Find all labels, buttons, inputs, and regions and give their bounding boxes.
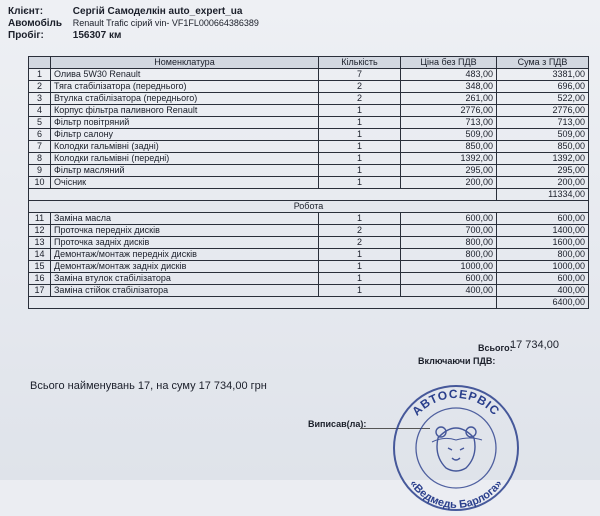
- client-row: [8, 6, 242, 17]
- part-row: [29, 129, 589, 141]
- row-sum: 400,00: [497, 285, 589, 297]
- invoice-table: [28, 56, 589, 309]
- row-index: 16: [29, 273, 51, 285]
- row-index: 4: [29, 105, 51, 117]
- row-qty: 1: [319, 285, 401, 297]
- row-sum: 200,00: [497, 177, 589, 189]
- part-row: [29, 153, 589, 165]
- row-price: 600,00: [401, 273, 497, 285]
- row-name: Демонтаж/монтаж передніх дисків: [51, 249, 319, 261]
- row-name: Втулка стабілізатора (переднього): [51, 93, 319, 105]
- total-value: 17 734,00: [510, 339, 559, 351]
- row-name: Олива 5W30 Renault: [51, 69, 319, 81]
- bear-emblem-icon: [432, 427, 482, 471]
- row-price: 600,00: [401, 213, 497, 225]
- row-qty: 1: [319, 141, 401, 153]
- row-qty: 1: [319, 177, 401, 189]
- row-name: Заміна стійок стабілізатора: [51, 285, 319, 297]
- signed-label: Виписав(ла):: [308, 419, 367, 429]
- row-index: 8: [29, 153, 51, 165]
- row-price: 295,00: [401, 165, 497, 177]
- row-qty: 1: [319, 165, 401, 177]
- row-sum: 800,00: [497, 249, 589, 261]
- row-index: 1: [29, 69, 51, 81]
- row-sum: 1000,00: [497, 261, 589, 273]
- row-qty: 1: [319, 261, 401, 273]
- work-row: [29, 237, 589, 249]
- row-index: 3: [29, 93, 51, 105]
- row-qty: 1: [319, 249, 401, 261]
- client-value: Сергій Самоделкін auto_expert_ua: [72, 6, 243, 17]
- row-qty: 2: [319, 93, 401, 105]
- row-sum: 295,00: [497, 165, 589, 177]
- row-sum: 713,00: [497, 117, 589, 129]
- part-row: [29, 141, 589, 153]
- row-index: 9: [29, 165, 51, 177]
- row-index: 6: [29, 129, 51, 141]
- row-price: 850,00: [401, 141, 497, 153]
- row-price: 509,00: [401, 129, 497, 141]
- header-sum: Сума з ПДВ: [497, 57, 589, 69]
- car-row: [8, 18, 259, 29]
- row-sum: 850,00: [497, 141, 589, 153]
- client-label: Клієнт:: [8, 6, 44, 17]
- part-row: [29, 69, 589, 81]
- row-index: 12: [29, 225, 51, 237]
- row-name: Фільтр повітряний: [51, 117, 319, 129]
- row-sum: 600,00: [497, 273, 589, 285]
- row-index: 14: [29, 249, 51, 261]
- stamp-top-text: АВТОСЕРВІС: [409, 386, 503, 419]
- works-total-body: [29, 297, 589, 309]
- work-row: [29, 261, 589, 273]
- table-header-row: [29, 57, 589, 69]
- row-qty: 1: [319, 213, 401, 225]
- row-price: 1000,00: [401, 261, 497, 273]
- total-label: Всього:: [478, 343, 513, 353]
- row-name: Колодки гальмівні (задні): [51, 141, 319, 153]
- part-row: [29, 93, 589, 105]
- row-index: 13: [29, 237, 51, 249]
- row-price: 261,00: [401, 93, 497, 105]
- row-name: Заміна масла: [51, 213, 319, 225]
- row-price: 483,00: [401, 69, 497, 81]
- row-name: Фільтр салону: [51, 129, 319, 141]
- row-index: 17: [29, 285, 51, 297]
- works-total: 6400,00: [497, 297, 589, 309]
- row-price: 713,00: [401, 117, 497, 129]
- header-qty: Кількість: [319, 57, 401, 69]
- row-sum: 600,00: [497, 213, 589, 225]
- row-index: 11: [29, 213, 51, 225]
- row-index: 15: [29, 261, 51, 273]
- work-section-row: [29, 201, 589, 213]
- car-label: Авомобіль: [8, 18, 63, 29]
- work-row: [29, 213, 589, 225]
- row-qty: 1: [319, 117, 401, 129]
- parts-total-body: [29, 189, 589, 213]
- row-qty: 1: [319, 153, 401, 165]
- mileage-row: [8, 30, 121, 41]
- works-body: [29, 213, 589, 297]
- stamp-bottom-text: «Ведмедь Барлога»: [407, 477, 505, 512]
- row-name: Тяга стабілізатора (переднього): [51, 81, 319, 93]
- vat-label: Включаючи ПДВ:: [418, 356, 496, 366]
- row-price: 400,00: [401, 285, 497, 297]
- row-sum: 509,00: [497, 129, 589, 141]
- row-qty: 2: [319, 81, 401, 93]
- mileage-label: Пробіг:: [8, 30, 44, 41]
- row-price: 1392,00: [401, 153, 497, 165]
- row-name: Заміна втулок стабілізатора: [51, 273, 319, 285]
- row-qty: 1: [319, 273, 401, 285]
- car-value: Renault Trafic сірий vin- VF1FL000664386389: [72, 18, 259, 28]
- parts-total: 11334,00: [497, 189, 589, 201]
- row-price: 2776,00: [401, 105, 497, 117]
- work-row: [29, 285, 589, 297]
- row-qty: 2: [319, 237, 401, 249]
- row-sum: 2776,00: [497, 105, 589, 117]
- part-row: [29, 105, 589, 117]
- summary-text: Всього найменувань 17, на суму 17 734,00 грн: [30, 380, 267, 392]
- part-row: [29, 117, 589, 129]
- row-qty: 7: [319, 69, 401, 81]
- part-row: [29, 81, 589, 93]
- row-sum: 696,00: [497, 81, 589, 93]
- row-name: Проточка передніх дисків: [51, 225, 319, 237]
- row-sum: 1400,00: [497, 225, 589, 237]
- row-sum: 3381,00: [497, 69, 589, 81]
- stamp-seal: [386, 376, 526, 516]
- work-row: [29, 249, 589, 261]
- row-sum: 1392,00: [497, 153, 589, 165]
- row-name: Демонтаж/монтаж задніх дисків: [51, 261, 319, 273]
- row-sum: 522,00: [497, 93, 589, 105]
- row-price: 348,00: [401, 81, 497, 93]
- work-section-title: Робота: [29, 201, 589, 213]
- header-price: Ціна без ПДВ: [401, 57, 497, 69]
- header-index: [29, 57, 51, 69]
- row-name: Проточка задніх дисків: [51, 237, 319, 249]
- row-qty: 1: [319, 105, 401, 117]
- work-row: [29, 225, 589, 237]
- row-price: 800,00: [401, 237, 497, 249]
- header-name: Номенклатура: [51, 57, 319, 69]
- row-index: 10: [29, 177, 51, 189]
- row-price: 200,00: [401, 177, 497, 189]
- row-price: 700,00: [401, 225, 497, 237]
- row-name: Колодки гальмівні (передні): [51, 153, 319, 165]
- parts-body: [29, 69, 589, 189]
- mileage-unit: км: [108, 30, 122, 41]
- part-row: [29, 165, 589, 177]
- row-qty: 2: [319, 225, 401, 237]
- row-sum: 1600,00: [497, 237, 589, 249]
- mileage-value: 156307: [72, 30, 107, 41]
- row-qty: 1: [319, 129, 401, 141]
- work-row: [29, 273, 589, 285]
- part-row: [29, 177, 589, 189]
- works-total-row: [29, 297, 589, 309]
- parts-total-row: [29, 189, 589, 201]
- row-name: Корпус фільтра паливного Renault: [51, 105, 319, 117]
- row-price: 800,00: [401, 249, 497, 261]
- row-name: Очісник: [51, 177, 319, 189]
- row-index: 7: [29, 141, 51, 153]
- row-index: 2: [29, 81, 51, 93]
- row-name: Фільтр масляний: [51, 165, 319, 177]
- row-index: 5: [29, 117, 51, 129]
